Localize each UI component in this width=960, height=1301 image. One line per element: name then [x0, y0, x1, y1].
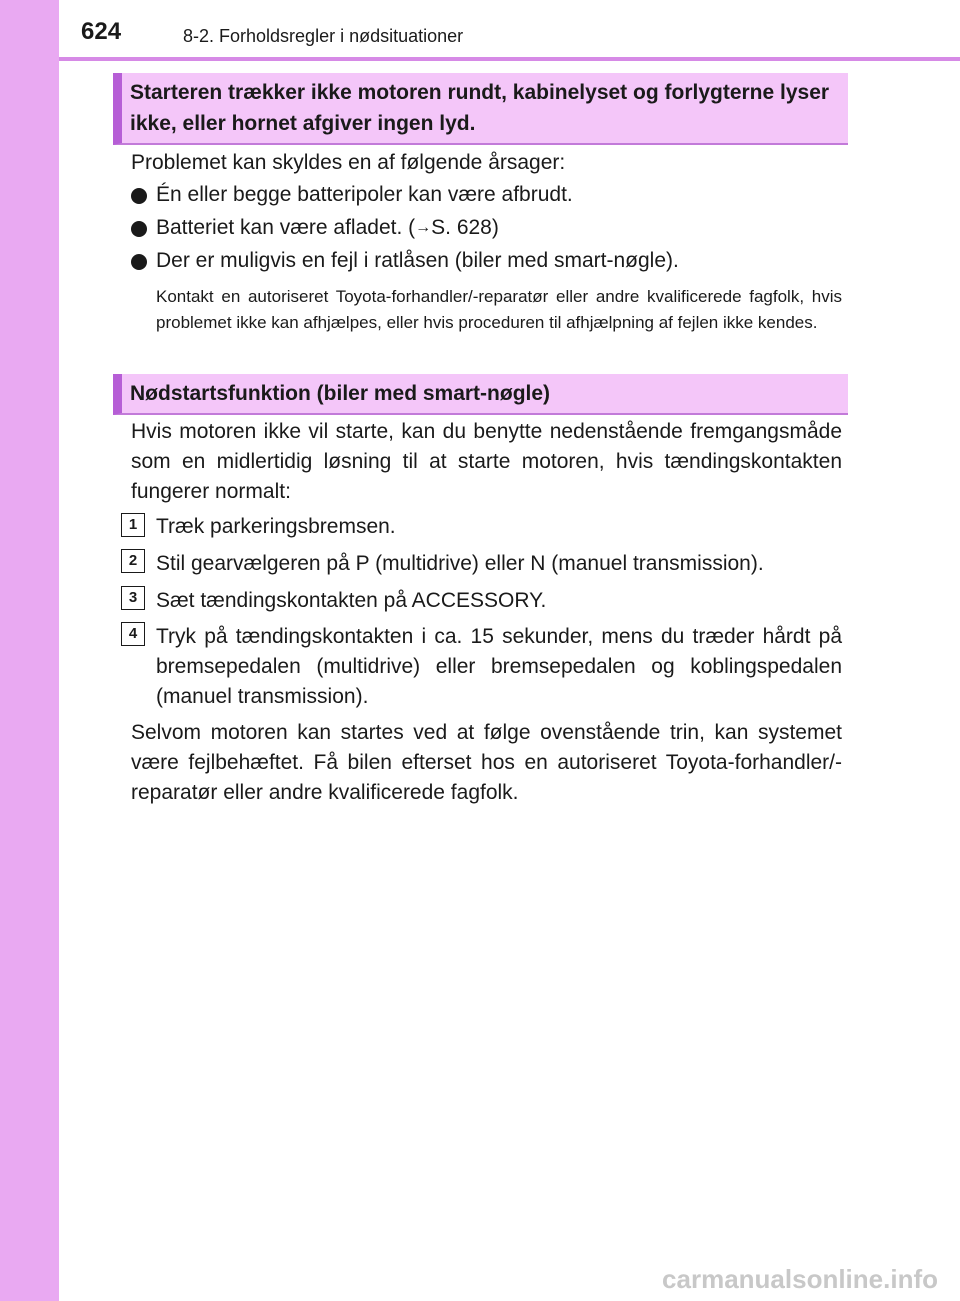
step-number-4: 4: [121, 622, 145, 646]
page-reference-link[interactable]: S. 628): [431, 216, 499, 239]
watermark-text: carmanualsonline.info: [662, 1264, 938, 1294]
section2-closing: Selvom motoren kan startes ved at følge ovenstående trin, kan systemet være fejlbehæftet. Få bilen efterset hos en autoriseret Toyota-forhandler/-reparatør eller andre kvalificerede fagfolk.: [131, 721, 842, 804]
arrow-right-icon: →: [415, 219, 432, 236]
header-divider: [59, 57, 960, 61]
bullet-item-2: Batteriet kan være afladet. (→S. 628): [156, 216, 499, 239]
page-number: 624: [81, 18, 122, 45]
chapter-title: 8-2. Forholdsregler i nødsituationer: [183, 26, 464, 46]
bullet-dot-icon: [131, 221, 147, 237]
bullet-dot-icon: [131, 188, 147, 204]
step-number-1: 1: [121, 513, 145, 537]
step-number-2: 2: [121, 549, 145, 573]
step-text-1: Træk parkeringsbremsen.: [156, 515, 396, 538]
section-heading-emergency-start: Nødstartsfunktion (biler med smart-nøgle): [113, 374, 848, 415]
left-margin-bar: [0, 0, 59, 1301]
section1-note: Kontakt en autoriseret Toyota-forhandler/-reparatør eller andre kvalificerede fagfolk, hvis problemet ikke kan afhjælpes, eller hvis proceduren til afhjælpning af fejlen ikke kendes.: [156, 287, 842, 332]
step-number-3: 3: [121, 586, 145, 610]
bullet-item-1: Én eller begge batteripoler kan være afbrudt.: [156, 183, 573, 206]
step-text-2: Stil gearvælgeren på P (multidrive) eller N (manuel transmission).: [156, 552, 764, 575]
section2-intro: Hvis motoren ikke vil starte, kan du benytte nedenstående fremgangsmåde som en midlertidig løsning til at starte motoren, hvis tændingskontakten fungerer normalt:: [131, 420, 842, 503]
section1-intro: Problemet kan skyldes en af følgende årsager:: [131, 151, 566, 174]
step-text-4: Tryk på tændingskontakten i ca. 15 sekunder, mens du træder hårdt på bremsepedalen (multidrive) eller bremsepedalen og koblingspedalen (manuel transmission).: [156, 625, 842, 708]
bullet-item-3: Der er muligvis en fejl i ratlåsen (biler med smart-nøgle).: [156, 249, 679, 272]
bullet-dot-icon: [131, 254, 147, 270]
step-text-3: Sæt tændingskontakten på ACCESSORY.: [156, 589, 547, 612]
section-heading-starter: Starteren trækker ikke motoren rundt, kabinelyset og forlygterne lyser ikke, eller hornet afgiver ingen lyd.: [113, 73, 848, 145]
page-header: [59, 0, 960, 58]
